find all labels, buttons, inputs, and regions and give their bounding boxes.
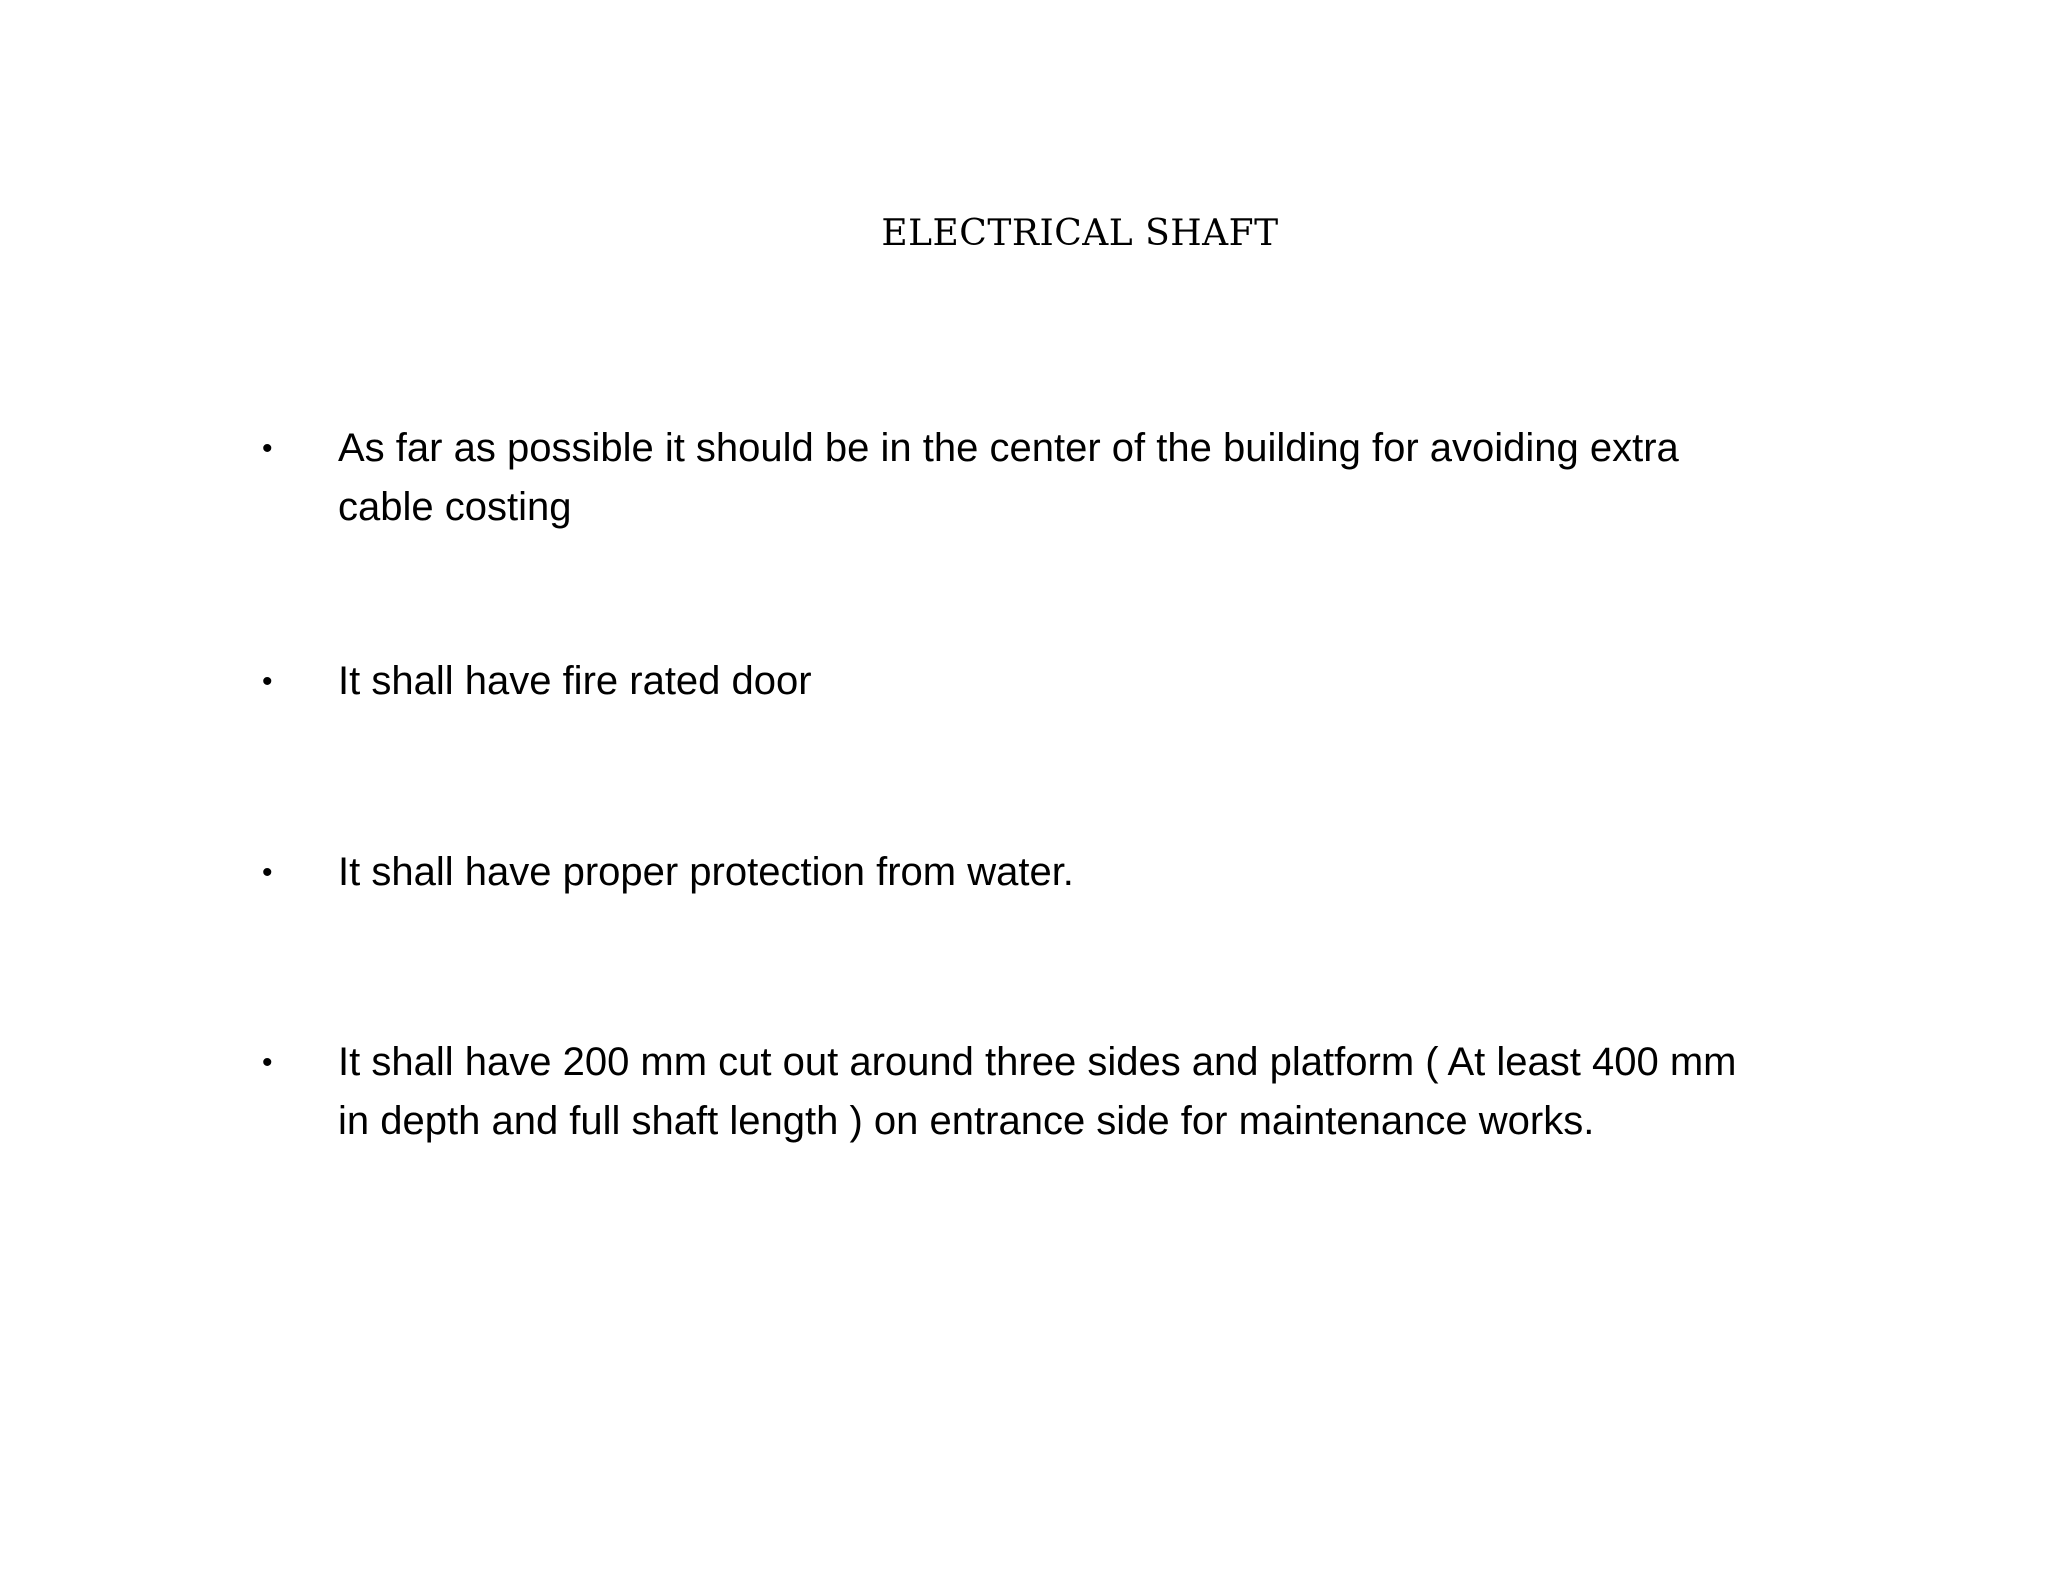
list-item-line: It shall have 200 mm cut out around three sides and platform ( At least 400 mm (338, 1040, 1737, 1084)
list-item-text (338, 419, 1862, 537)
list-item (262, 843, 1862, 902)
list-item-line: cable costing (338, 485, 572, 529)
list-item (262, 652, 1862, 711)
list-item (262, 419, 1862, 537)
list-item-text (338, 652, 1862, 711)
list-item-line: As far as possible it should be in the center of the building for avoiding extra (338, 426, 1679, 470)
list-item-line: in depth and full shaft length ) on entrance side for maintenance works. (338, 1099, 1595, 1143)
list-item-line: It shall have proper protection from water. (338, 850, 1074, 894)
bullet-icon: • (262, 856, 273, 889)
bullet-icon: • (262, 1046, 273, 1079)
list-item (262, 1033, 1862, 1151)
list-item-text (338, 843, 1862, 902)
bullet-icon: • (262, 432, 273, 465)
list-item-text (338, 1033, 1862, 1151)
list-item-line: It shall have fire rated door (338, 659, 812, 703)
bullet-icon: • (262, 665, 273, 698)
page-title: ELECTRICAL SHAFT (881, 213, 1279, 254)
